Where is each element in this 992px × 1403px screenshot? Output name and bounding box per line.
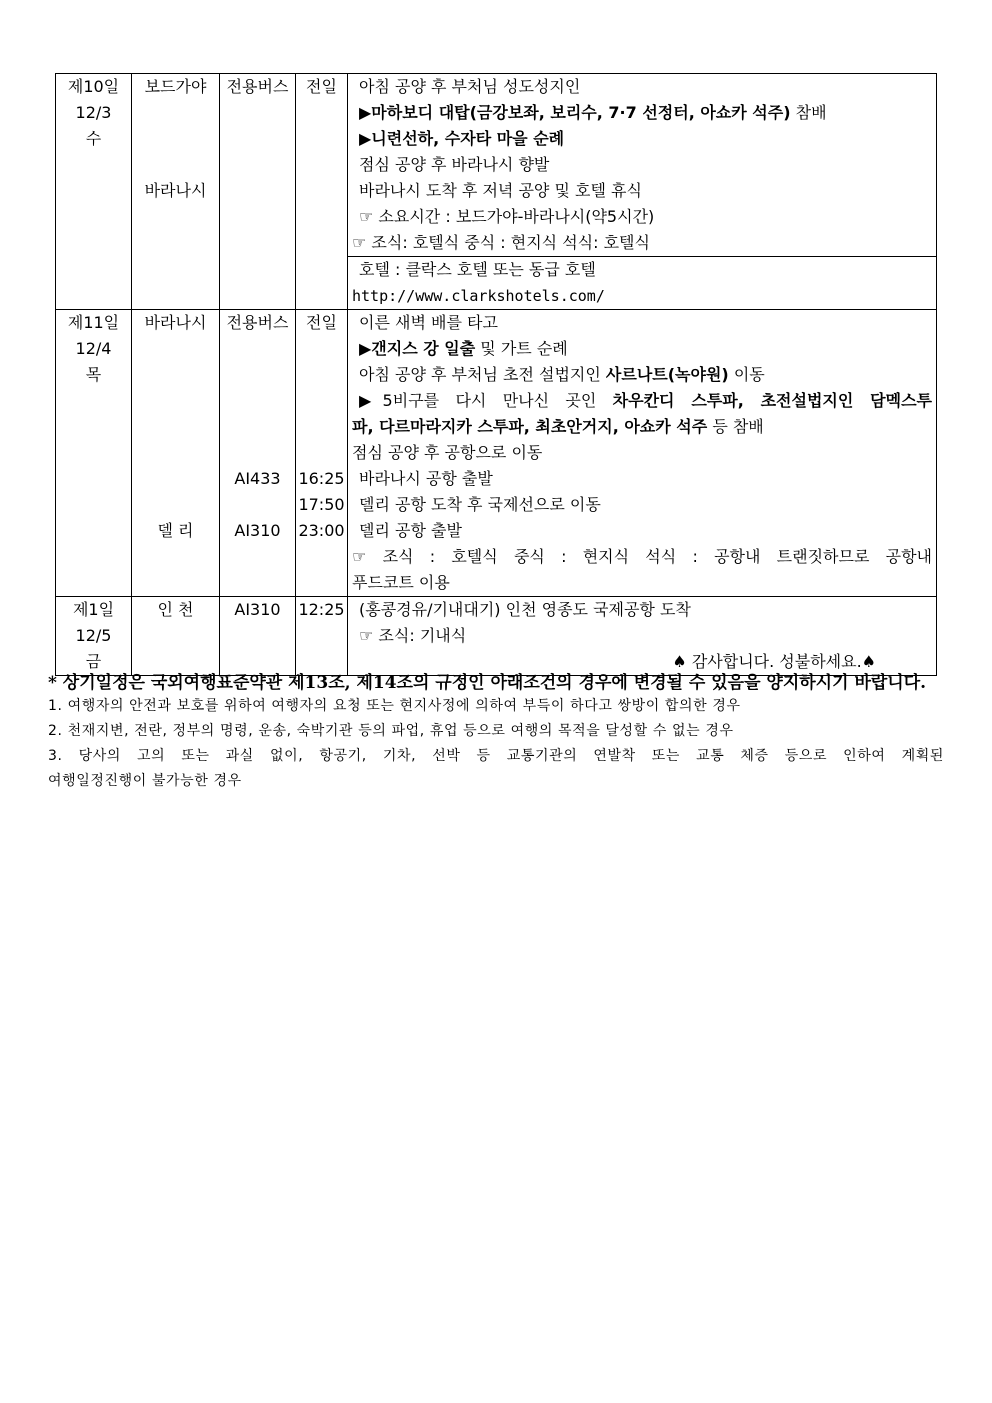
place-cell bbox=[132, 310, 220, 597]
itinerary-table bbox=[55, 73, 937, 676]
time-text: 16:25 bbox=[298, 469, 345, 488]
hotel-cell bbox=[348, 257, 937, 310]
meal-note: ☞ 조식: 기내식 bbox=[359, 626, 467, 645]
day-number: 제11일 bbox=[67, 313, 120, 332]
day-date: 12/4 bbox=[75, 339, 112, 358]
place-text: 바라나시 bbox=[144, 181, 207, 200]
transport-text: 전용버스 bbox=[226, 313, 289, 332]
closing-greeting: ♠ 감사합니다. 성불하세요.♠ bbox=[672, 652, 876, 671]
place-text: 인 천 bbox=[157, 600, 194, 619]
notes-section bbox=[48, 673, 944, 794]
flight-number: AI310 bbox=[234, 521, 281, 540]
detail-line: 파, 다르마라지카 스투파, 최초안거지, 아쇼카 석주 등 참배 bbox=[352, 417, 764, 436]
time-cell bbox=[296, 597, 348, 676]
detail-line: 아침 공양 후 부처님 성도성지인 bbox=[359, 77, 581, 96]
detail-line: 점심 공양 후 공항으로 이동 bbox=[352, 443, 543, 462]
table-row-return bbox=[56, 597, 937, 676]
day-cell bbox=[56, 310, 132, 597]
place-text: 바라나시 bbox=[144, 313, 207, 332]
time-text: 전일 bbox=[306, 313, 337, 332]
place-cell bbox=[132, 74, 220, 310]
detail-cell bbox=[348, 597, 937, 676]
day-cell bbox=[56, 597, 132, 676]
place-text: 델 리 bbox=[157, 521, 194, 540]
day-number: 제1일 bbox=[72, 600, 115, 619]
detail-line: ▶마하보디 대탑(금강보좌, 보리수, 7·7 선정터, 아쇼카 석주) 참배 bbox=[359, 103, 827, 122]
notes-title: * 상기일정은 국외여행표준약관 제13조, 제14조의 규정인 아래조건의 경우에 변경될 수 있음을 양지하시기 바랍니다. bbox=[48, 673, 927, 693]
day-weekday: 목 bbox=[85, 365, 102, 384]
detail-line: 바라나시 도착 후 저녁 공양 및 호텔 휴식 bbox=[359, 181, 642, 200]
transport-cell bbox=[220, 310, 296, 597]
detail-line: 아침 공양 후 부처님 초전 설법지인 사르나트(녹야원) 이동 bbox=[359, 365, 765, 384]
time-cell bbox=[296, 74, 348, 310]
flight-number: AI433 bbox=[234, 469, 281, 488]
day-weekday: 금 bbox=[85, 652, 102, 671]
transport-cell bbox=[220, 597, 296, 676]
day-cell bbox=[56, 74, 132, 310]
detail-line: ▶니련선하, 수자타 마을 순례 bbox=[359, 129, 565, 148]
detail-line: (홍콩경유/기내대기) 인천 영종도 국제공항 도착 bbox=[359, 600, 691, 619]
day-weekday: 수 bbox=[85, 129, 102, 148]
time-cell bbox=[296, 310, 348, 597]
detail-cell bbox=[348, 74, 937, 257]
detail-line: ▶갠지스 강 일출 및 가트 순례 bbox=[359, 339, 568, 358]
hotel-url: http://www.clarkshotels.com/ bbox=[352, 287, 605, 305]
day-date: 12/3 bbox=[75, 103, 112, 122]
meal-note-cont: 푸드코트 이용 bbox=[352, 573, 450, 592]
detail-line: 델리 공항 도착 후 국제선으로 이동 bbox=[359, 495, 601, 514]
time-text: 23:00 bbox=[298, 521, 345, 540]
detail-line: ▶5비구를 다시 만나신 곳인 차우칸디 스투파, 초전설법지인 담멕스투 bbox=[359, 391, 932, 410]
note-item-2: 2. 천재지변, 전란, 정부의 명령, 운송, 숙박기관 등의 파업, 휴업 등으로 여행의 목적을 달성할 수 없는 경우 bbox=[48, 723, 734, 739]
meal-note: ☞ 조식 : 호텔식 중식 : 현지식 석식 : 공항내 트랜짓하므로 공항내 bbox=[352, 547, 932, 566]
duration-note: ☞ 소요시간 : 보드가야-바라나시(약5시간) bbox=[359, 207, 655, 226]
place-text: 보드가야 bbox=[144, 77, 207, 96]
table-row-day11 bbox=[56, 310, 937, 597]
detail-line: 점심 공양 후 바라나시 향발 bbox=[359, 155, 550, 174]
transport-cell bbox=[220, 74, 296, 310]
note-item-3-cont: 여행일정진행이 불가능한 경우 bbox=[48, 773, 242, 789]
time-text: 전일 bbox=[306, 77, 337, 96]
flight-number: AI310 bbox=[234, 600, 281, 619]
note-item-3: 3. 당사의 고의 또는 과실 없이, 항공기, 기차, 선박 등 교통기관의 연발착 또는 교통 체증 등으로 인하여 계획된 bbox=[48, 748, 944, 764]
transport-text: 전용버스 bbox=[226, 77, 289, 96]
detail-line: 델리 공항 출발 bbox=[359, 521, 462, 540]
note-item-1: 1. 여행자의 안전과 보호를 위하여 여행자의 요청 또는 현지사정에 의하여 부득이 하다고 쌍방이 합의한 경우 bbox=[48, 698, 741, 714]
hotel-name: 호텔 : 클락스 호텔 또는 동급 호텔 bbox=[359, 260, 596, 279]
day-number: 제10일 bbox=[67, 77, 120, 96]
meal-note: ☞ 조식: 호텔식 중식 : 현지식 석식: 호텔식 bbox=[352, 233, 650, 252]
detail-line: 바라나시 공항 출발 bbox=[359, 469, 493, 488]
detail-line: 이른 새벽 배를 타고 bbox=[359, 313, 498, 332]
table-row-day10 bbox=[56, 74, 937, 257]
day-date: 12/5 bbox=[75, 626, 112, 645]
time-text: 12:25 bbox=[298, 600, 345, 619]
time-text: 17:50 bbox=[298, 495, 345, 514]
detail-cell bbox=[348, 310, 937, 597]
place-cell bbox=[132, 597, 220, 676]
